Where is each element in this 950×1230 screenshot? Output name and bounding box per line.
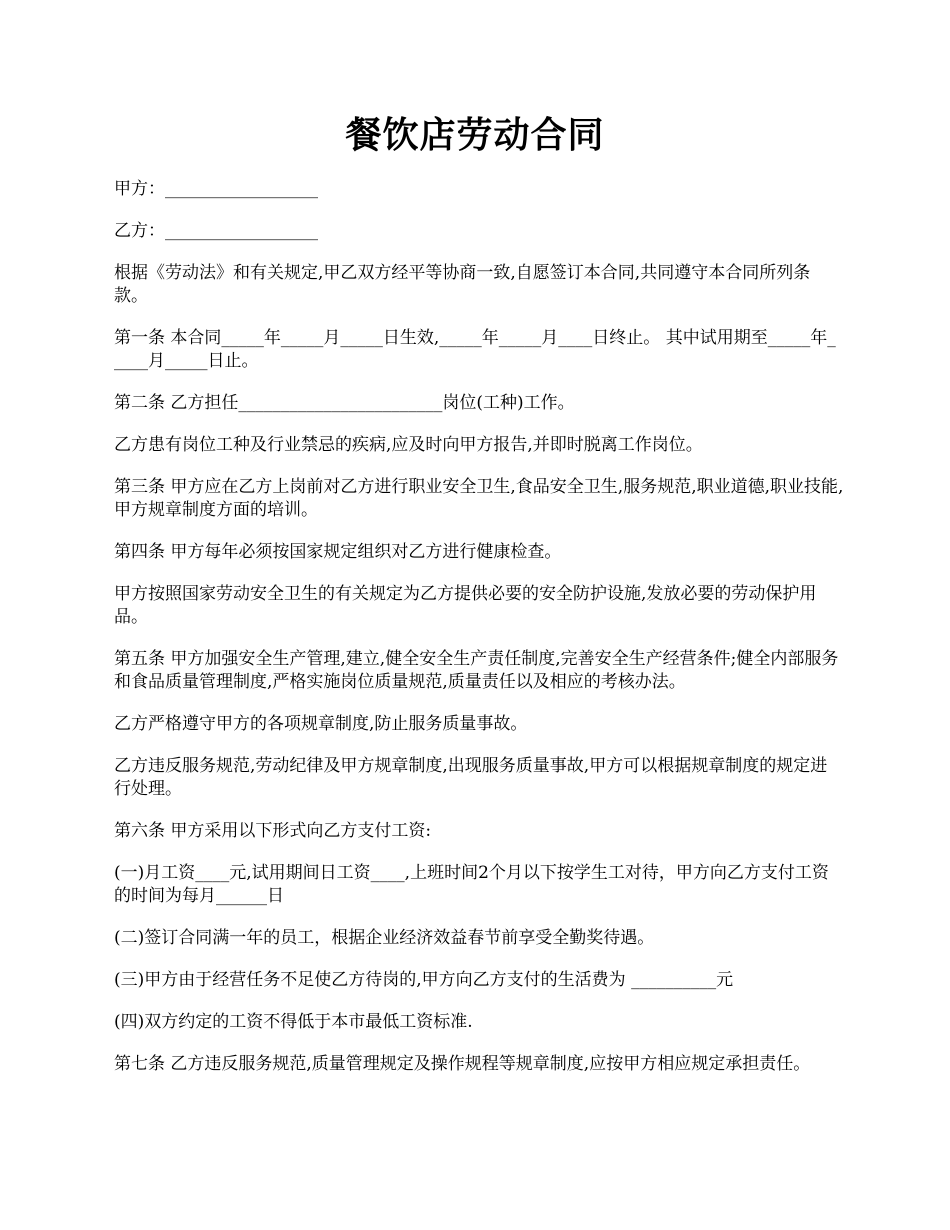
article-6-item-3: (三)甲方由于经营任务不足使乙方待岗的,甲方向乙方支付的生活费为 __________元 — [114, 970, 734, 990]
article-6-paragraph: 第六条 甲方采用以下形式向乙方支付工资: — [114, 821, 432, 841]
article-5-note-paragraph: 乙方严格遵守甲方的各项规章制度,防止服务质量事故。 — [114, 714, 528, 734]
article-6-item-2: (二)签订合同满一年的员工，根据企业经济效益春节前享受全勤奖待遇。 — [114, 928, 655, 948]
document-body — [114, 178, 844, 1095]
document-title: 餐饮店劳动合同 — [345, 115, 605, 156]
article-2-note-paragraph: 乙方患有岗位工种及行业禁忌的疾病,应及时向甲方报告,并即时脱离工作岗位。 — [114, 435, 703, 455]
article-4-paragraph: 第四条 甲方每年必须按国家规定组织对乙方进行健康检查。 — [114, 542, 562, 562]
preamble-paragraph: 根据《劳动法》和有关规定,甲乙双方经平等协商一致,自愿签订本合同,共同遵守本合同所列条款。 — [114, 263, 811, 306]
article-3-paragraph: 第三条 甲方应在乙方上岗前对乙方进行职业安全卫生,食品安全卫生,服务规范,职业道德,职业技能,甲方规章制度方面的培训。 — [114, 477, 844, 520]
article-7-paragraph: 第七条 乙方违反服务规范,质量管理规定及操作规程等规章制度,应按甲方相应规定承担责任。 — [114, 1054, 811, 1074]
article-2-paragraph: 第二条 乙方担任________________________岗位(工种)工作。 — [114, 393, 575, 413]
party-a-line: 甲方：__________________ — [114, 179, 318, 199]
article-6-item-1: (一)月工资____元,试用期间日工资____,上班时间2个月以下按学生工对待，甲方向乙方支付工资的时间为每月______日 — [114, 863, 829, 906]
article-4-note-paragraph: 甲方按照国家劳动安全卫生的有关规定为乙方提供必要的安全防护设施,发放必要的劳动保护用品。 — [114, 584, 817, 627]
party-b-line: 乙方：__________________ — [114, 221, 318, 241]
article-5-violation-paragraph: 乙方违反服务规范,劳动纪律及甲方规章制度,出现服务质量事故,甲方可以根据规章制度的规定进行处理。 — [114, 756, 828, 799]
article-1-paragraph: 第一条 本合同_____年_____月_____日生效,_____年_____月____日终止。 其中试用期至_____年_____月_____日止。 — [114, 328, 836, 371]
article-6-item-4: (四)双方约定的工资不得低于本市最低工资标准. — [114, 1012, 473, 1032]
article-5-paragraph: 第五条 甲方加强安全生产管理,建立,健全安全生产责任制度,完善安全生产经营条件;健全内部服务和食品质量管理制度,严格实施岗位质量规范,质量责任以及相应的考核办法。 — [114, 649, 839, 692]
